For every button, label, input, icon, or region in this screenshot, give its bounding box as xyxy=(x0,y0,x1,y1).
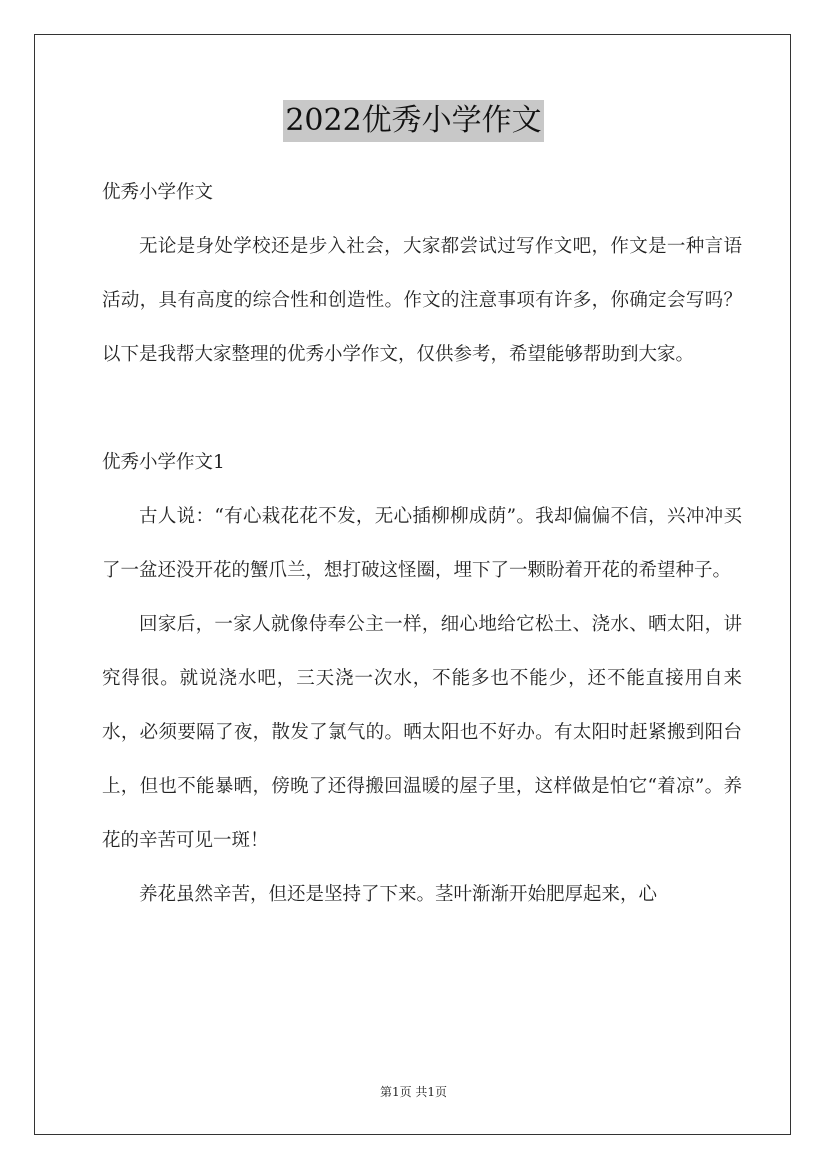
paragraph: 养花虽然辛苦，但还是坚持了下来。茎叶渐渐开始肥厚起来，心 xyxy=(139,884,658,905)
section-heading: 优秀小学作文 xyxy=(102,182,214,203)
page-footer xyxy=(0,1083,827,1100)
paragraph: 无论是身处学校还是步入社会，大家都尝试过写作文吧，作文是一种言语活动，具有高度的综合性和创造性。作文的注意事项有许多，你确定会写吗？以下是我帮大家整理的优秀小学作文，仅供参考，希望能够帮助到大家。 xyxy=(102,236,742,365)
paragraph: 古人说：“有心栽花花不发，无心插柳柳成荫”。我却偏偏不信，兴冲冲买了一盆还没开花的蟹爪兰，想打破这怪圈，埋下了一颗盼着开花的希望种子。 xyxy=(102,506,742,581)
paragraph: 回家后，一家人就像侍奉公主一样，细心地给它松土、浇水、晒太阳，讲究得很。就说浇水吧，三天浇一次水，不能多也不能少，还不能直接用自来水，必须要隔了夜，散发了氯气的。晒太阳也不好办。有太阳时赶紧搬到阳台上，但也不能暴晒，傍晚了还得搬回温暖的屋子里，这样做是怕它“着凉”。养花的辛苦可见一斑！ xyxy=(102,614,742,851)
document-title: 2022优秀小学作文 xyxy=(283,100,543,142)
page-number-label: 第1页 共1页 xyxy=(379,1085,448,1099)
section-heading: 优秀小学作文1 xyxy=(102,452,225,473)
title-container xyxy=(0,100,827,142)
document-body xyxy=(102,166,742,922)
